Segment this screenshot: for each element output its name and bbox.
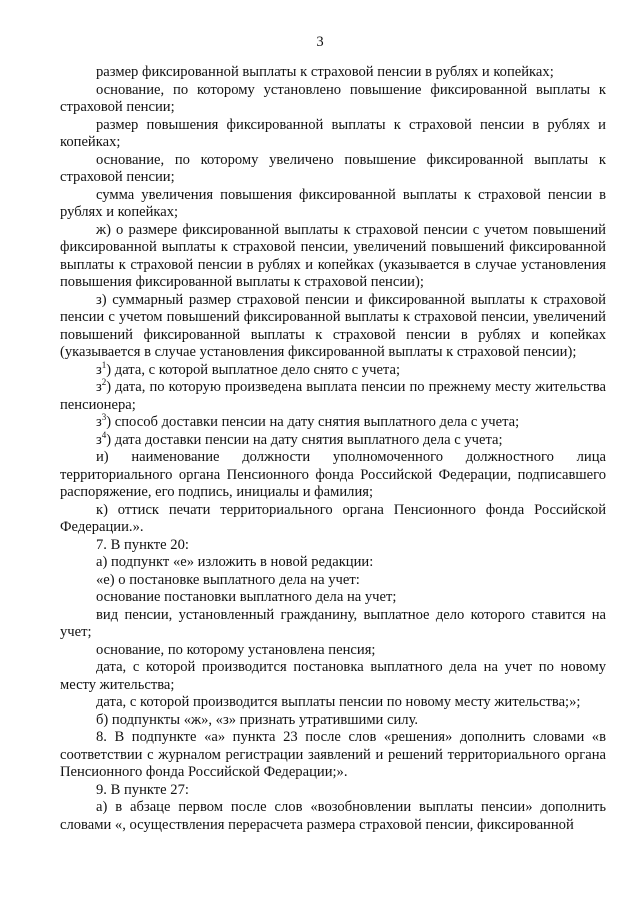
list-marker: з: [96, 414, 102, 430]
paragraph: дата, с которой производится постановка выплатного дела на учет по новому месту жительства;: [60, 659, 606, 693]
list-marker: з: [96, 431, 102, 448]
paragraph-text: ) дата, по которую произведена выплата пенсии по прежнему месту жительства пенсионера;: [60, 379, 606, 413]
superscript: 1: [101, 359, 107, 370]
paragraph: [60, 359, 606, 380]
paragraph: а) в абзаце первом после слов «возобновлении выплаты пенсии» дополнить словами «, осуществления перерасчета размера страховой пенсии, фиксированной: [60, 799, 606, 833]
paragraph: 7. В пункте 20:: [96, 536, 189, 553]
list-marker: з: [96, 379, 102, 395]
paragraph: основание, по которому установлена пенсия;: [96, 641, 376, 658]
paragraph: б) подпункты «ж», «з» признать утратившими силу.: [96, 711, 419, 728]
paragraph: размер повышения фиксированной выплаты к страховой пенсии в рублях и копейках;: [60, 116, 606, 150]
paragraph-text: ) способ доставки пенсии на дату снятия выплатного дела с учета;: [106, 414, 520, 430]
paragraph: размер фиксированной выплаты к страховой пенсии в рублях и копейках;: [96, 64, 554, 80]
document-body: [60, 64, 606, 834]
paragraph: дата, с которой производится выплаты пенсии по новому месту жительства;»;: [96, 694, 581, 710]
paragraph: к) оттиск печати территориального органа Пенсионного фонда Российской Федерации.».: [60, 501, 606, 535]
superscript: 2: [101, 377, 107, 387]
paragraph: вид пенсии, установленный гражданину, выплатное дело которого ставится на учет;: [60, 606, 606, 640]
paragraph: [60, 414, 606, 432]
paragraph: и) наименование должности уполномоченного должностного лица территориального органа Пенсионного фонда Российской Федерации, подписавшего распоряжение, его подпись, инициалы и фамилия;: [60, 449, 606, 500]
paragraph: 9. В пункте 27:: [96, 781, 189, 798]
paragraph-text: ) дата доставки пенсии на дату снятия выплатного дела с учета;: [106, 431, 503, 448]
superscript: 4: [101, 429, 107, 440]
paragraph: [60, 379, 606, 414]
paragraph-text: ) дата, с которой выплатное дело снято с учета;: [106, 361, 401, 378]
paragraph: з) суммарный размер страховой пенсии и фиксированной выплаты к страховой пенсии с учетом повышений фиксированной выплаты к страховой пенсии, увеличений повышений фиксированной выплаты к страховой пенсии в рублях и копейках (указывается в случае установления фиксированной выплаты к страховой пенсии);: [60, 291, 606, 360]
paragraph: основание, по которому установлено повышение фиксированной выплаты к страховой пенсии;: [60, 81, 606, 115]
paragraph: ж) о размере фиксированной выплаты к страховой пенсии с учетом повышений фиксированной выплаты к страховой пенсии, увеличений повышений фиксированной выплаты к страховой пенсии в рублях и копейках (указывается в случае установления повышения фиксированной выплаты к страховой пенсии);: [60, 221, 606, 290]
paragraph: основание, по которому увеличено повышение фиксированной выплаты к страховой пенсии;: [60, 151, 606, 185]
list-marker: з: [96, 361, 102, 378]
page-number: 3: [316, 34, 324, 50]
paragraph: [60, 429, 606, 450]
paragraph: а) подпункт «е» изложить в новой редакции:: [96, 554, 374, 570]
paragraph: «е) о постановке выплатного дела на учет:: [96, 571, 360, 588]
superscript: 3: [101, 412, 107, 422]
paragraph: сумма увеличения повышения фиксированной выплаты к страховой пенсии в рублях и копейках;: [60, 186, 606, 220]
paragraph: 8. В подпункте «а» пункта 23 после слов «решения» дополнить словами «в соответствии с журналом регистрации заявлений и решений территориального органа Пенсионного фонда Российской Федерации;».: [60, 729, 606, 780]
paragraph: основание постановки выплатного дела на учет;: [96, 589, 397, 605]
